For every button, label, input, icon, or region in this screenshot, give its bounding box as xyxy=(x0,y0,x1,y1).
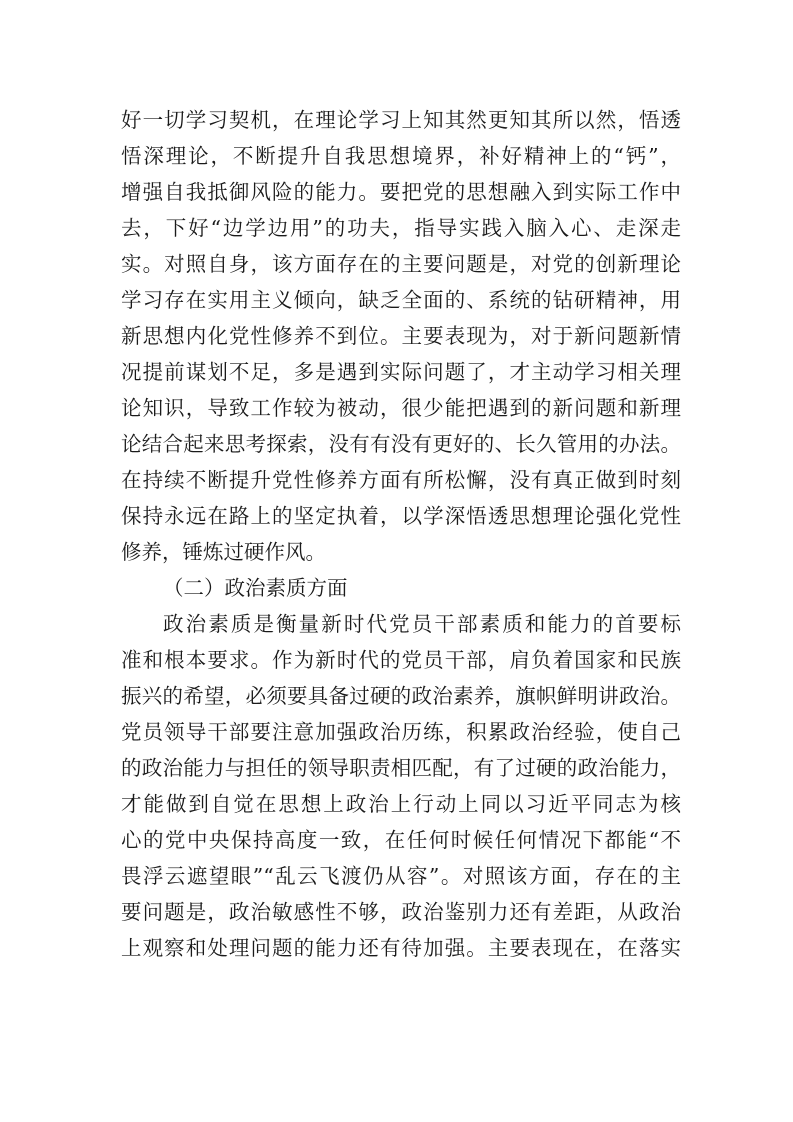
paragraph-line: 修养，锤炼过硬作风。 xyxy=(121,540,326,564)
paragraph-line: 在持续不断提升党性修养方面有所松懈，没有真正做到时刻 xyxy=(121,468,681,492)
section-heading: （二）政治素质方面 xyxy=(163,576,348,600)
paragraph-line: 学习存在实用主义倾向，缺乏全面的、系统的钻研精神，用 xyxy=(121,288,681,312)
paragraph-line: 新思想内化党性修养不到位。主要表现为，对于新问题新情 xyxy=(121,324,681,348)
paragraph-line: 政治素质是衡量新时代党员干部素质和能力的首要标 xyxy=(163,612,681,636)
paragraph-line: 论结合起来思考探索，没有有没有更好的、长久管用的办法。 xyxy=(121,432,681,456)
paragraph-line: 畏浮云遮望眼”“乱云飞渡仍从容”。对照该方面，存在的主 xyxy=(121,864,681,888)
paragraph-line: 况提前谋划不足，多是遇到实际问题了，才主动学习相关理 xyxy=(121,360,681,384)
paragraph-line: 准和根本要求。作为新时代的党员干部，肩负着国家和民族 xyxy=(121,648,681,672)
paragraph-line: 悟深理论，不断提升自我思想境界，补好精神上的“钙”， xyxy=(121,144,681,168)
paragraph-line: 心的党中央保持高度一致，在任何时候任何情况下都能“不 xyxy=(121,828,681,852)
paragraph-line: 保持永远在路上的坚定执着，以学深悟透思想理论强化党性 xyxy=(121,504,681,528)
paragraph-line: 的政治能力与担任的领导职责相匹配，有了过硬的政治能力， xyxy=(121,756,681,780)
paragraph-line: 振兴的希望，必须要具备过硬的政治素养，旗帜鲜明讲政治。 xyxy=(121,684,681,708)
paragraph-line: 实。对照自身，该方面存在的主要问题是，对党的创新理论 xyxy=(121,252,681,276)
paragraph-line: 才能做到自觉在思想上政治上行动上同以习近平同志为核 xyxy=(121,792,681,816)
paragraph-line: 论知识，导致工作较为被动，很少能把遇到的新问题和新理 xyxy=(121,396,681,420)
paragraph-line: 上观察和处理问题的能力还有待加强。主要表现在，在落实 xyxy=(121,936,681,960)
paragraph-line: 要问题是，政治敏感性不够，政治鉴别力还有差距，从政治 xyxy=(121,900,681,924)
paragraph-line: 去，下好“边学边用”的功夫，指导实践入脑入心、走深走 xyxy=(121,216,681,240)
paragraph-line: 好一切学习契机，在理论学习上知其然更知其所以然，悟透 xyxy=(121,108,681,132)
paragraph-line: 党员领导干部要注意加强政治历练，积累政治经验，使自己 xyxy=(121,720,681,744)
paragraph-line: 增强自我抵御风险的能力。要把党的思想融入到实际工作中 xyxy=(121,180,681,204)
